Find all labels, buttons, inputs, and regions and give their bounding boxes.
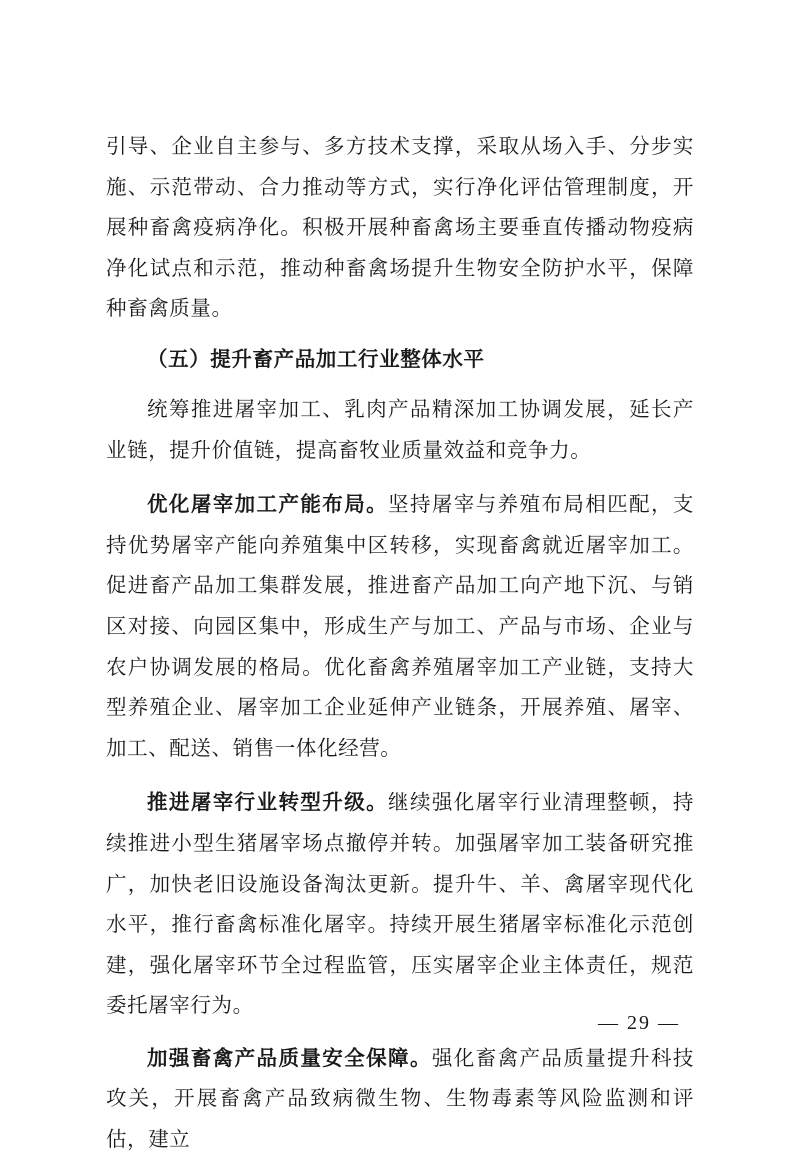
section-heading: （五）提升畜产品加工行业整体水平 [147, 346, 485, 371]
paragraph-lead-upgrade-slaughter: 推进屠宰行业转型升级。 [147, 790, 389, 815]
paragraph-quality-safety [106, 1038, 694, 1160]
page-number: — 29 — [598, 1012, 680, 1034]
paragraph-text-quality-safety: 强化畜禽产品质量提升科技攻关，开展畜禽产品致病微生物、生物毒素等风险监测和评估，建立 [106, 1045, 694, 1152]
paragraph-lead-quality-safety: 加强畜禽产品质量安全保障。 [147, 1045, 432, 1070]
paragraph-lead-optimize-capacity: 优化屠宰加工产能布局。 [147, 492, 389, 517]
paragraph-upgrade-slaughter [106, 782, 694, 1026]
paragraph-processing-overview: 统筹推进屠宰加工、乳肉产品精深加工协调发展，延长产业链，提升价值链，提高畜牧业质量效益和竞争力。 [106, 396, 694, 462]
paragraph-breeding-purification: 引导、企业自主参与、多方技术支撑，采取从场入手、分步实施、示范带动、合力推动等方式，实行净化评估管理制度，开展种畜禽疫病净化。积极开展种畜禽场主要垂直传播动物疫病净化试点和示范，推动种畜禽场提升生物安全防护水平，保障种畜禽质量。 [106, 134, 694, 321]
paragraph-text-optimize-capacity: 坚持屠宰与养殖布局相匹配，支持优势屠宰产能向养殖集中区转移，实现畜禽就近屠宰加工。促进畜产品加工集群发展，推进畜产品加工向产地下沉、与销区对接、向园区集中，形成生产与加工、产品与市场、企业与农户协调发展的格局。优化畜禽养殖屠宰加工产业链，支持大型养殖企业、屠宰加工企业延伸产业链条，开展养殖、屠宰、加工、配送、销售一体化经营。 [106, 492, 694, 760]
paragraph-optimize-capacity [106, 484, 694, 768]
paragraph-text-upgrade-slaughter: 继续强化屠宰行业清理整顿，持续推进小型生猪屠宰场点撤停并转。加强屠宰加工装备研究推广，加快老旧设施设备淘汰更新。提升牛、羊、禽屠宰现代化水平，推行畜禽标准化屠宰。持续开展生猪屠宰标准化示范创建，强化屠宰环节全过程监管，压实屠宰企业主体责任，规范委托屠宰行为。 [106, 790, 694, 1018]
document-body [106, 126, 694, 1160]
